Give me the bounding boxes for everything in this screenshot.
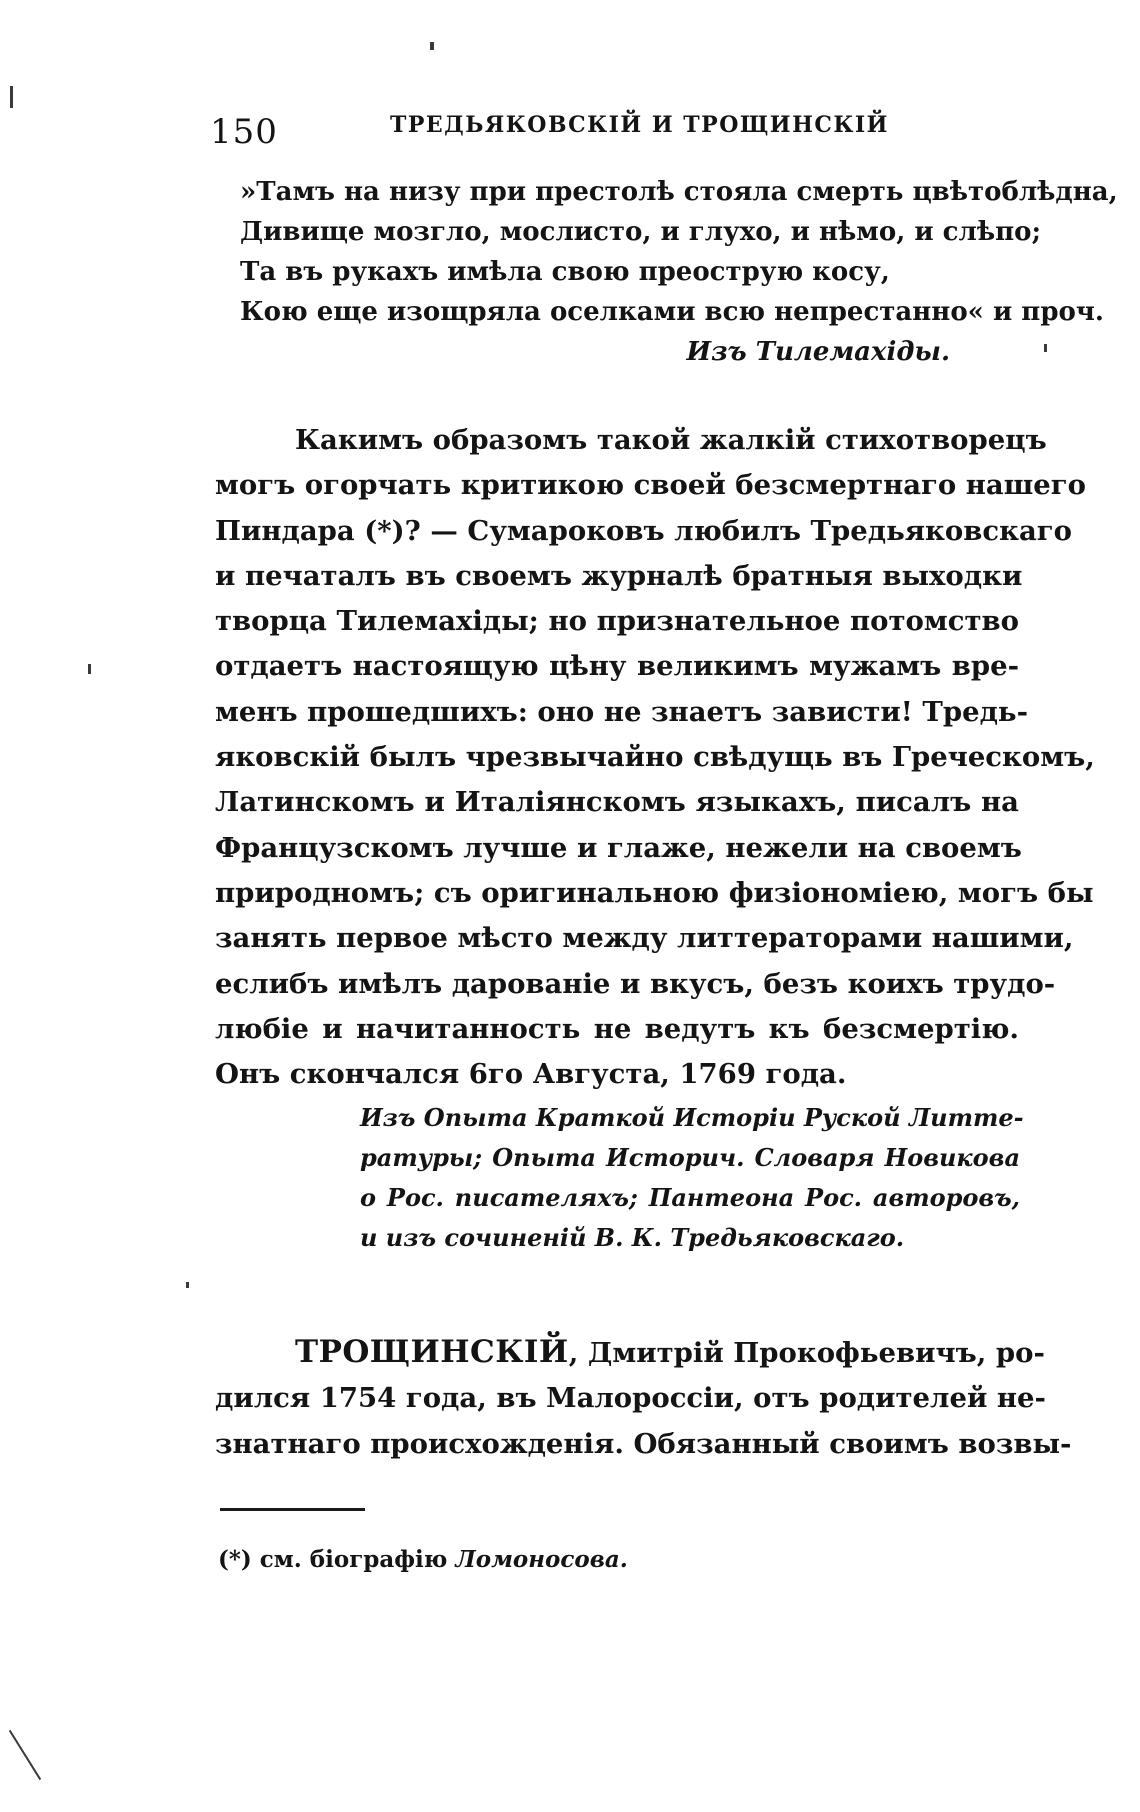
page-header — [210, 108, 1010, 158]
paragraph-line: еслибъ имѣлъ дарованіе и вкусъ, безъ коихъ трудо- — [215, 967, 1056, 1000]
paragraph-line: дился 1754 года, въ Малороссіи, отъ родителей не- — [215, 1382, 1046, 1415]
source-citation — [360, 1098, 1024, 1258]
footnote — [218, 1546, 628, 1573]
citation-line: Изъ Опыта Краткой Исторіи Руской Литте- — [360, 1103, 1024, 1132]
citation-line: о Рос. писателяхъ; Пантеона Рос. авторовъ, — [360, 1183, 1020, 1212]
scan-speck — [1044, 344, 1047, 352]
entry-surname: ТРОЩИНСКІЙ — [295, 1334, 569, 1370]
poem-line: »Тамъ на низу при престолѣ стояла смерть цвѣтоблѣдна, — [240, 177, 1118, 207]
scan-speck — [186, 1282, 189, 1288]
paragraph-line: занять первое мѣсто между литтераторами нашими, — [215, 922, 1074, 955]
citation-line: ратуры; Опыта Историч. Словаря Новикова — [360, 1143, 1020, 1172]
paragraph-line: Французскомъ лучше и глаже, нежели на своемъ — [215, 831, 1022, 864]
paragraph-line: творца Тилемахіды; но признательное потомство — [215, 605, 1019, 638]
paragraph-line — [215, 1330, 1045, 1376]
paragraph-line: Какимъ образомъ такой жалкій стихотворецъ — [295, 424, 1047, 456]
scan-speck — [10, 86, 13, 108]
paragraph-line: отдаетъ настоящую цѣну великимъ мужамъ вре- — [215, 650, 1019, 683]
poem-line: Дивище мозгло, мослисто, и глухо, и нѣмо, и слѣпо; — [240, 217, 1042, 247]
paragraph-line: и печаталъ въ своемъ журналѣ братныя выходки — [215, 559, 1023, 592]
poem-quote — [240, 172, 1118, 372]
poem-line: Кою еще изощряла оселками всю непрестанно« и проч. — [240, 297, 1104, 327]
paragraph-line: Латинскомъ и Италіянскомъ языкахъ, писалъ на — [215, 786, 1019, 819]
scan-speck — [9, 1730, 41, 1780]
paragraph-line: менъ прошедшихъ: оно не знаетъ зависти! Тредь- — [215, 695, 1029, 728]
paragraph-line: природномъ; съ оригинальною физіономіею, могъ бы — [215, 876, 1094, 909]
footnote-divider — [220, 1508, 365, 1511]
entry-name-rest: , Дмитрій Прокофьевичъ, ро- — [568, 1337, 1045, 1369]
poem-line: Та въ рукахъ имѣла свою преострую косу, — [240, 257, 890, 287]
paragraph-troshchinsky — [215, 1330, 1072, 1467]
poem-source: Изъ Тилемахіды. — [686, 337, 950, 367]
running-title: ТРЕДЬЯКОВСКІЙ И ТРОЩИНСКІЙ — [390, 112, 889, 138]
footnote-text: (*) см. біографію — [218, 1546, 448, 1573]
footnote-name: Ломоносова. — [455, 1546, 628, 1573]
paragraph-line: могъ огорчать критикою своей безсмертнаго нашего — [215, 469, 1086, 502]
paragraph-line: Онъ скончался 6го Августа, 1769 года. — [215, 1058, 847, 1091]
paragraph-tredyakovsky — [215, 418, 1095, 1097]
scan-speck — [88, 664, 91, 674]
paragraph-line: Пиндара (*)? — Сумароковъ любилъ Тредьяковскаго — [215, 514, 1072, 547]
paragraph-line: яковскій былъ чрезвычайно свѣдущь въ Греческомъ, — [215, 741, 1095, 774]
citation-line: и изъ сочиненій В. К. Тредьяковскаго. — [360, 1223, 905, 1252]
page-number: 150 — [210, 112, 278, 152]
paragraph-line: любіе и начитанность не ведутъ къ безсмертію. — [215, 1012, 1019, 1045]
paragraph-line: знатнаго происхожденія. Обязанный своимъ возвы- — [215, 1427, 1072, 1460]
scan-speck — [430, 42, 434, 50]
